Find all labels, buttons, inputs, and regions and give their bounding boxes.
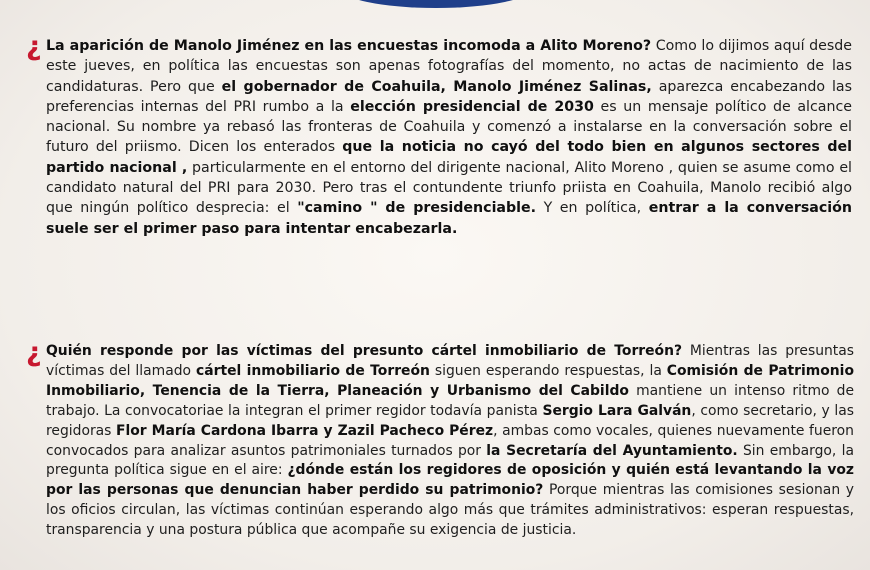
paragraph-1-text: aparezca encabezando las preferencias internas del PRI rumbo a la [46,78,852,115]
paragraph-1-bold: el gobernador de Coahuila, Manolo Jiménez Salinas, [221,78,652,95]
column-paragraph-alito-moreno [26,31,853,239]
paragraph-2-bold: Sergio Lara Galván [542,402,692,419]
paragraph-2-bold: cártel inmobiliario de Torreón [195,362,430,379]
paragraph-1-text: Como lo dijimos aquí desde este jueves, en política las encuestas son apenas fotografías del momento, no actas de nacimiento de las candidaturas. Pero que [46,38,852,95]
paragraph-1-text: particularmente en el entorno del dirigente nacional, Alito Moreno , quien se asume como el candidato natural del PRI para 2030. Pero tras el contundente triunfo priista en Coahuila, Manolo recibió algo que ningún político desprecia: el [46,159,852,217]
question-mark-icon: ¿ [26,337,42,368]
paragraph-1-bold: "camino " de presidenciable. [297,200,537,217]
paragraph-2-bold-question: ¿dónde están los regidores de oposición y quién está levantando la voz por las personas que denuncian haber perdido su patrimonio? [46,462,854,499]
paragraph-1-closing-bold: entrar a la conversación suele ser el primer paso para intentar encabezarla. [46,200,853,237]
question-mark-icon: ¿ [26,31,42,62]
paragraph-2-bold: la Secretaría del Ayuntamiento. [486,442,738,459]
paragraph-2-text: mantiene un intenso ritmo de trabajo. La convocatoriae la integran el primer regidor todavía panista [46,382,855,419]
top-decorative-arc [338,0,534,8]
paragraph-1-text: Y en política, [536,200,649,217]
paragraph-2-text: Mientras las presuntas víctimas del llamado [46,343,855,379]
paragraph-2-lead-question: Quién responde por las víctimas del presunto cártel inmobiliario de Torreón? [46,343,683,359]
paragraph-1-lead-question: La aparición de Manolo Jiménez en las encuestas incomoda a Alito Moreno? [46,38,652,54]
paragraph-2-bold: Flor María Cardona Ibarra y Zazil Pacheco Pérez [115,422,494,439]
paragraph-2-text: Porque mientras las comisiones sesionan y los oficios circulan, las víctimas continúan esperando algo más que trámites administrativos: esperan respuestas, transparencia y una postura pública que acompañe su exigencia de justicia. [46,482,855,539]
paragraph-1-text: es un mensaje político de alcance nacional. Su nombre ya rebasó las fronteras de Coahuila y comenzó a instalarse en la conversación sobre el futuro del priismo. Dicen los enterados [46,98,852,156]
paragraph-2-text: , ambas como vocales, quienes nuevamente fueron convocados para analizar asuntos patrimoniales turnados por [46,422,854,459]
paragraph-2-text: siguen esperando respuestas, la [429,362,667,379]
paragraph-1-bold: que la noticia no cayó del todo bien en algunos sectores del partido nacional , [46,139,853,176]
paragraph-2-text: Sin embargo, la pregunta política sigue en el aire: [46,442,855,479]
paragraph-2-bold: Comisión de Patrimonio Inmobiliario, Tenencia de la Tierra, Planeación y Urbanismo del Cabildo [46,362,854,399]
paragraph-2-text: , como secretario, y las regidoras [46,402,854,439]
paragraph-1-bold: elección presidencial de 2030 [350,98,594,115]
column-paragraph-cartel-inmobiliario [26,337,855,541]
